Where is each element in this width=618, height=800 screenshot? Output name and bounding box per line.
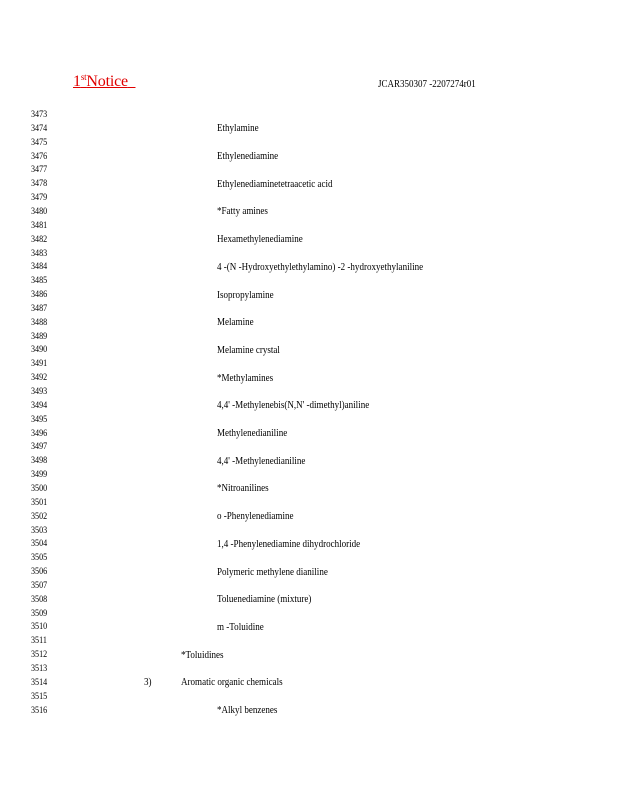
line-number: 3486 xyxy=(31,290,48,301)
entry-text: Isopropylamine xyxy=(217,289,274,301)
line-number: 3482 xyxy=(31,234,48,245)
entry-text: Ethylenediaminetetraacetic acid xyxy=(217,178,333,190)
line-number: 3511 xyxy=(31,636,47,647)
line-number: 3497 xyxy=(31,442,48,453)
line-number: 3476 xyxy=(31,151,48,162)
line-number: 3495 xyxy=(31,414,48,425)
entry-text: 4,4' -Methylenedianiline xyxy=(217,455,306,467)
notice-header xyxy=(73,73,135,91)
line-number: 3516 xyxy=(31,705,48,716)
entry-text: Methylenedianiline xyxy=(217,428,288,440)
line-number: 3500 xyxy=(31,483,48,494)
notice-number: 1 xyxy=(73,73,81,90)
line-number: 3487 xyxy=(31,303,48,314)
line-number: 3509 xyxy=(31,608,48,619)
entry-text: Melamine xyxy=(217,317,254,329)
line-number: 3488 xyxy=(31,317,48,328)
line-number: 3510 xyxy=(31,622,48,633)
document-id: JCAR350307 -2207274r01 xyxy=(378,79,476,90)
line-number: 3512 xyxy=(31,650,48,661)
entry-text: 1,4 -Phenylenediamine dihydrochloride xyxy=(217,538,361,550)
line-number: 3498 xyxy=(31,456,48,467)
line-number: 3513 xyxy=(31,664,48,674)
line-number: 3479 xyxy=(31,193,48,204)
line-number: 3494 xyxy=(31,400,48,411)
entry-text: *Methylamines xyxy=(217,372,274,384)
entry-text: Ethylamine xyxy=(217,123,259,135)
entry-text: Melamine crystal xyxy=(217,344,280,356)
entry-text: Polymeric methylene dianiline xyxy=(217,566,328,578)
entry-text: Hexamethylenediamine xyxy=(217,234,303,246)
line-number: 3506 xyxy=(31,567,48,578)
line-number: 3505 xyxy=(31,553,48,564)
entry-text: *Nitroanilines xyxy=(217,483,269,495)
entry-text: o -Phenylenediamine xyxy=(217,511,294,523)
line-number: 3515 xyxy=(31,691,48,702)
entry-text: m -Toluidine xyxy=(217,621,264,633)
entry-text: *Toluidines xyxy=(181,649,224,661)
entry-text: Ethylenediamine xyxy=(217,151,279,163)
line-number: 3508 xyxy=(31,594,48,605)
line-number: 3502 xyxy=(31,511,48,522)
line-number: 3480 xyxy=(31,206,48,217)
line-number: 3501 xyxy=(31,497,48,508)
notice-word: Notice xyxy=(86,73,128,90)
line-number: 3481 xyxy=(31,220,48,231)
line-number: 3477 xyxy=(31,165,48,176)
line-number: 3499 xyxy=(31,470,48,481)
line-number: 3514 xyxy=(31,677,48,688)
entry-text: *Alkyl benzenes xyxy=(217,705,278,717)
line-number: 3490 xyxy=(31,345,48,356)
line-number: 3489 xyxy=(31,331,48,342)
entry-text: *Fatty amines xyxy=(217,206,268,218)
entry-text: Aromatic organic chemicals xyxy=(181,677,283,689)
line-number: 3473 xyxy=(31,110,48,120)
line-number: 3475 xyxy=(31,137,48,148)
entry-text: Toluenediamine (mixture) xyxy=(217,594,312,606)
line-number: 3491 xyxy=(31,359,48,370)
list-marker: 3) xyxy=(144,677,152,689)
entry-text: 4,4' -Methylenebis(N,N' -dimethyl)aniline xyxy=(217,400,370,412)
line-number: 3492 xyxy=(31,373,48,384)
line-number: 3483 xyxy=(31,248,48,259)
line-number: 3496 xyxy=(31,428,48,439)
line-number: 3485 xyxy=(31,276,48,287)
notice-superscript: st xyxy=(80,72,87,82)
line-number: 3503 xyxy=(31,525,48,536)
line-number: 3484 xyxy=(31,262,48,273)
line-number: 3493 xyxy=(31,387,48,397)
entry-text: 4 -(N -Hydroxyethylethylamino) -2 -hydroxyethylaniline xyxy=(217,261,424,273)
line-number: 3478 xyxy=(31,179,48,190)
line-number: 3504 xyxy=(31,539,48,550)
line-number: 3507 xyxy=(31,580,48,591)
line-number: 3474 xyxy=(31,123,48,134)
